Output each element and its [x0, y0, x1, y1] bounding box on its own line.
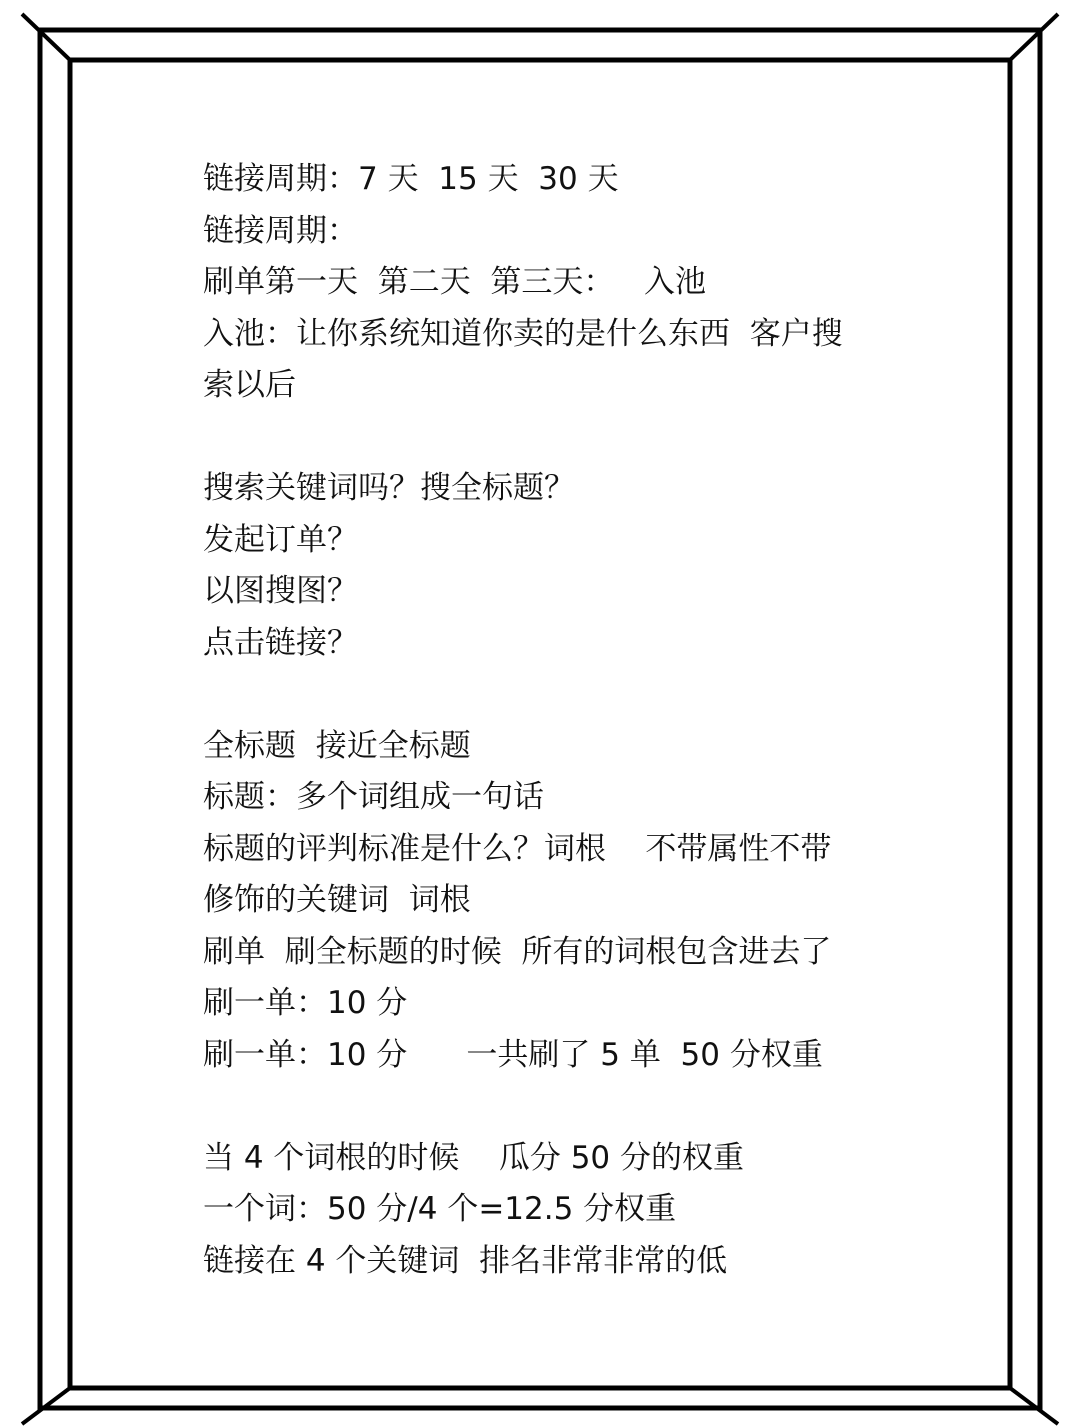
text-line: 刷单第一天 第二天 第三天： 入池 [203, 264, 706, 300]
text-line: 标题：多个词组成一句话 [203, 779, 544, 815]
text-line: 链接周期：7 天 15 天 30 天 [203, 161, 619, 197]
paragraph-gap [203, 412, 903, 464]
text-line: 以图搜图？ [203, 573, 358, 609]
text-line: 搜索关键词吗？搜全标题？ [203, 470, 575, 506]
frame-corner-top-left [22, 14, 70, 60]
note-text-block [203, 154, 903, 1287]
text-line: 链接周期： [203, 212, 358, 249]
text-line: 全标题 接近全标题 [203, 727, 471, 764]
text-line: 索以后 [203, 367, 296, 403]
text-line: 发起订单？ [203, 521, 358, 558]
text-line: 刷单 刷全标题的时候 所有的词根包含进去了 [203, 933, 832, 970]
text-line: 链接在 4 个关键词 排名非常非常的低 [203, 1242, 728, 1279]
frame-corner-top-right [1010, 14, 1058, 60]
text-line: 刷一单：10 分 [203, 985, 408, 1021]
text-line: 当 4 个词根的时候 瓜分 50 分的权重 [203, 1139, 745, 1176]
text-line: 点击链接？ [203, 624, 358, 661]
text-line: 一个词：50 分/4 个=12.5 分权重 [203, 1191, 677, 1227]
text-line: 标题的评判标准是什么？词根 不带属性不带 [203, 830, 832, 867]
text-line: 入池：让你系统知道你卖的是什么东西 客户搜 [203, 315, 843, 352]
text-line: 刷一单：10 分 一共刷了 5 单 50 分权重 [203, 1036, 823, 1073]
paragraph-gap [203, 1081, 903, 1133]
paragraph-gap [203, 669, 903, 721]
text-line: 修饰的关键词 词根 [203, 882, 471, 918]
